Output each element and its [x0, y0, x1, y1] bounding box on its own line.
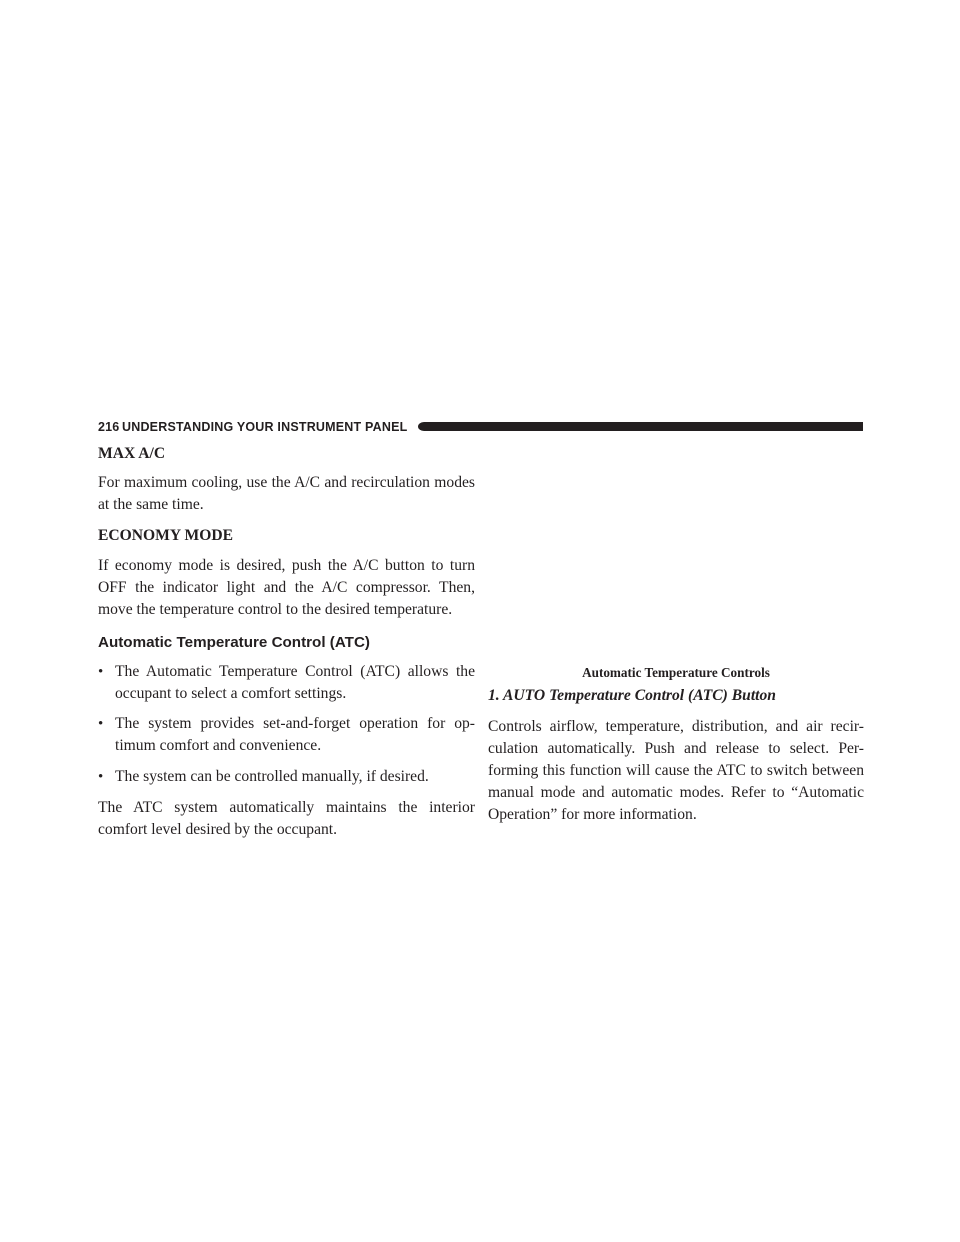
figure-caption: Automatic Temperature Controls [582, 665, 770, 680]
atc-heading: Automatic Temperature Control (ATC) [98, 634, 370, 651]
bullet-icon: • [98, 664, 104, 680]
economy-mode-paragraph: If economy mode is desired, push the A/C button to turn OFF the indicator light and the A/C compressor. Then, move the temperature control to the desired temperature. [98, 557, 475, 618]
list-item [98, 766, 475, 788]
bullet-icon: • [98, 716, 104, 732]
economy-mode-heading: ECONOMY MODE [98, 527, 233, 544]
bullet-text: The system provides set-and-forget operation for op- timum comfort and convenience. [115, 715, 475, 754]
right-column [488, 686, 864, 826]
chapter-title: UNDERSTANDING YOUR INSTRUMENT PANEL [122, 420, 408, 434]
max-ac-heading: MAX A/C [98, 445, 166, 462]
max-ac-paragraph: For maximum cooling, use the A/C and recirculation modes at the same time. [98, 474, 475, 513]
bullet-icon: • [98, 769, 104, 785]
left-column [98, 444, 475, 841]
header-rule [418, 422, 863, 431]
list-item [98, 661, 475, 705]
auto-button-paragraph: Controls airflow, temperature, distribution, and air recir- culation automatically. Push and release to select. Per- forming this function will cause the ATC to switch between manual mode and automatic modes. Refer to “Automatic Operation” for more information. [488, 718, 864, 823]
list-item [98, 713, 475, 757]
page-header [98, 419, 863, 435]
auto-button-heading: 1. AUTO Temperature Control (ATC) Button [488, 687, 776, 704]
atc-bullet-list [98, 661, 475, 788]
page-number: 216 [98, 420, 120, 434]
figure-area [488, 444, 864, 660]
bullet-text: The Automatic Temperature Control (ATC) allows the occupant to select a comfort settings. [115, 663, 475, 702]
bullet-text: The system can be controlled manually, if desired. [115, 768, 429, 785]
atc-paragraph: The ATC system automatically maintains the interior comfort level desired by the occupant. [98, 799, 475, 838]
